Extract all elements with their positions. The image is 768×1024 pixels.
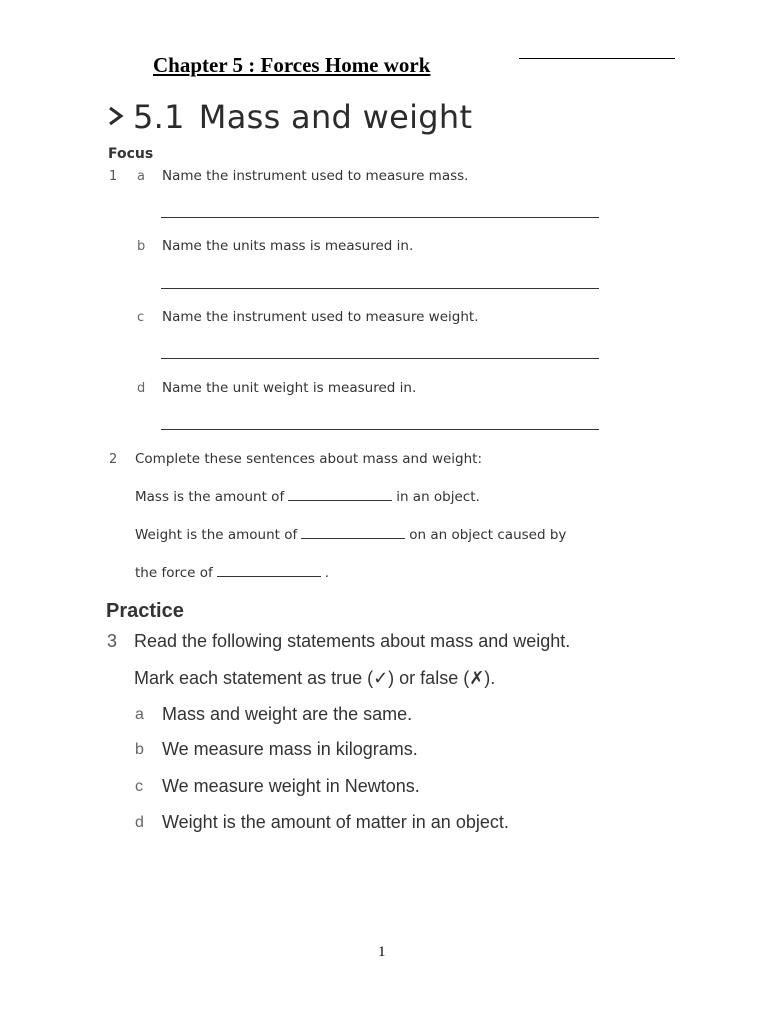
section-number: 5.1 [133,98,185,136]
q2-intro: Complete these sentences about mass and weight: [135,451,483,467]
q3-intro: Read the following statements about mass and weight. [134,631,571,651]
q1c-letter: c [137,310,145,325]
q1c-answer-line[interactable] [161,358,599,359]
q1b-letter: b [137,239,146,254]
q3d-letter: d [135,814,144,831]
q2-s1-before: Mass is the amount of [135,489,285,505]
q3-instruction: Mark each statement as true (✓) or false (✗). [134,668,496,688]
q2-s2-blank[interactable] [301,526,405,539]
q2-s3-after: . [324,565,330,581]
q2-s2-after: on an object caused by [409,527,567,543]
page-number: 1 [378,944,386,960]
q1b-answer-line[interactable] [161,288,599,289]
q2-sentence-1 [135,488,480,505]
practice-heading: Practice [106,600,184,622]
q1c-text: Name the instrument used to measure weight. [162,309,479,325]
section-heading [107,98,472,136]
question-1-number: 1 [109,169,118,184]
q1b-text: Name the units mass is measured in. [162,238,414,254]
q2-sentence-2 [135,526,566,543]
q1d-letter: d [137,381,146,396]
q2-s2-before: Weight is the amount of [135,527,298,543]
page-title: Chapter 5 : Forces Home work [153,53,431,77]
section-title: Mass and weight [198,98,473,136]
chevron-right-icon [107,98,133,136]
q2-sentence-3 [135,564,329,581]
q3b-letter: b [135,741,144,758]
q2-s3-blank[interactable] [217,564,321,577]
q3b-text: We measure mass in kilograms. [162,739,418,759]
q3c-letter: c [135,778,143,795]
q3c-text: We measure weight in Newtons. [162,776,420,796]
q2-s3-before: the force of [135,565,213,581]
name-line[interactable] [519,58,675,59]
q2-s1-after: in an object. [396,489,480,505]
question-3-number: 3 [107,631,118,651]
q1d-text: Name the unit weight is measured in. [162,380,417,396]
q1a-letter: a [137,169,145,184]
q1d-answer-line[interactable] [161,429,599,430]
focus-heading: Focus [108,146,154,162]
q1a-text: Name the instrument used to measure mass. [162,168,469,184]
q3d-text: Weight is the amount of matter in an object. [162,812,509,832]
q3a-letter: a [135,706,144,723]
q3a-text: Mass and weight are the same. [162,704,413,724]
q1a-answer-line[interactable] [161,217,599,218]
q2-s1-blank[interactable] [288,488,392,501]
question-2-number: 2 [109,452,118,467]
